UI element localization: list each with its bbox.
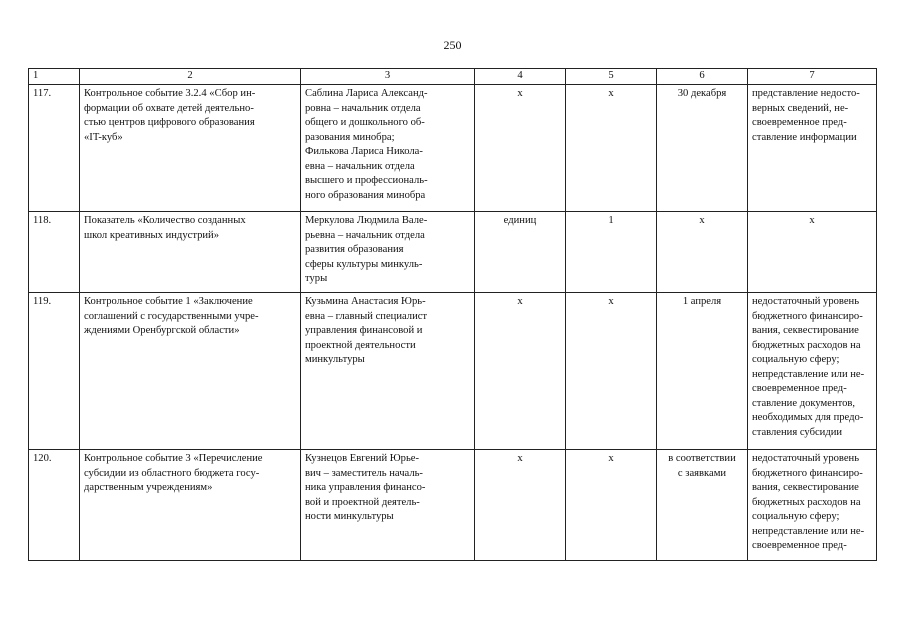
responsible-cell bbox=[301, 212, 475, 293]
event-name: Контрольное событие 3 «Перечисление субсидии из областного бюджета госу- дарственным учреждениям» bbox=[84, 453, 263, 493]
responsible-persons: Меркулова Людмила Вале- рьевна – начальник отдела развития образования сферы культуры минкуль- туры bbox=[305, 215, 428, 284]
event-name: Контрольное событие 3.2.4 «Сбор ин- формации об охвате детей деятельно- стью центров цифрового образования «IT-куб» bbox=[84, 88, 256, 143]
row-number-cell bbox=[29, 450, 80, 561]
table-row bbox=[29, 293, 877, 450]
column-number-3: 3 bbox=[301, 69, 475, 85]
column-number-1: 1 bbox=[29, 69, 80, 85]
plan-table bbox=[28, 68, 877, 561]
responsible-cell bbox=[301, 85, 475, 212]
column-5-value: х bbox=[608, 453, 614, 464]
column-4-value: х bbox=[517, 88, 523, 99]
event-name-cell bbox=[80, 293, 301, 450]
column-number-4: 4 bbox=[475, 69, 566, 85]
page-number: 250 bbox=[443, 38, 462, 52]
column-number-5: 5 bbox=[566, 69, 657, 85]
deadline-value: 1 апреля bbox=[682, 296, 722, 307]
risks-text: представление недосто- верных сведений, не- своевременное пред- ставление информации bbox=[752, 88, 860, 143]
column-4-cell bbox=[475, 85, 566, 212]
row-number-cell bbox=[29, 212, 80, 293]
event-name: Показатель «Количество созданных школ креативных индустрий» bbox=[84, 215, 246, 241]
column-4-cell bbox=[475, 293, 566, 450]
column-4-value: единиц bbox=[503, 215, 537, 226]
table-row bbox=[29, 212, 877, 293]
row-number-cell bbox=[29, 85, 80, 212]
deadline-value: х bbox=[699, 215, 705, 226]
deadline-cell bbox=[657, 85, 748, 212]
event-name-cell bbox=[80, 212, 301, 293]
column-5-cell bbox=[566, 293, 657, 450]
responsible-cell bbox=[301, 293, 475, 450]
deadline-value: 30 декабря bbox=[677, 88, 727, 99]
risks-cell bbox=[748, 85, 877, 212]
risks-text: недостаточный уровень бюджетного финансиро- вания, секвестирование бюджетных расходов на социальную сферу; непредставление или не- своевременное пред- bbox=[752, 453, 865, 551]
column-5-value: х bbox=[608, 88, 614, 99]
column-5-value: х bbox=[608, 296, 614, 307]
risks-cell bbox=[748, 212, 877, 293]
column-5-cell bbox=[566, 450, 657, 561]
column-4-cell bbox=[475, 212, 566, 293]
risks-text: недостаточный уровень бюджетного финансиро- вания, секвестирование бюджетных расходов на социальную сферу; непредставление или не- своевременное пред- ставление документов, необходимых для предо- ставления субсидии bbox=[752, 296, 865, 438]
deadline-value: в соответствии с заявками bbox=[668, 453, 736, 479]
column-5-value: 1 bbox=[608, 215, 614, 226]
responsible-persons: Кузьмина Анастасия Юрь- евна – главный специалист управления финансовой и проектной деятельности минкультуры bbox=[305, 296, 428, 365]
event-name: Контрольное событие 1 «Заключение соглашений с государственными учре- ждениями Оренбургской области» bbox=[84, 296, 259, 336]
responsible-cell bbox=[301, 450, 475, 561]
column-4-value: х bbox=[517, 453, 523, 464]
deadline-cell bbox=[657, 293, 748, 450]
responsible-persons: Саблина Лариса Александ- ровна – начальник отдела общего и дошкольного об- разования минобра; Филькова Лариса Никола- евна – начальник отдела высшего и профессиональ- ного образования минобра bbox=[305, 88, 428, 201]
column-number-6: 6 bbox=[657, 69, 748, 85]
column-5-cell bbox=[566, 212, 657, 293]
responsible-persons: Кузнецов Евгений Юрье- вич – заместитель началь- ника управления финансо- вой и проектной деятель- ности минкультуры bbox=[305, 453, 426, 522]
column-5-cell bbox=[566, 85, 657, 212]
table-row bbox=[29, 85, 877, 212]
row-number: 120. bbox=[33, 453, 52, 464]
column-number-row bbox=[29, 69, 877, 85]
row-number-cell bbox=[29, 293, 80, 450]
row-number: 119. bbox=[33, 296, 52, 307]
column-number-7: 7 bbox=[748, 69, 877, 85]
event-name-cell bbox=[80, 450, 301, 561]
deadline-cell bbox=[657, 212, 748, 293]
table-row bbox=[29, 450, 877, 561]
event-name-cell bbox=[80, 85, 301, 212]
risks-cell bbox=[748, 293, 877, 450]
column-4-cell bbox=[475, 450, 566, 561]
risks-text: х bbox=[809, 215, 815, 226]
column-4-value: х bbox=[517, 296, 523, 307]
row-number: 117. bbox=[33, 88, 52, 99]
risks-cell bbox=[748, 450, 877, 561]
row-number: 118. bbox=[33, 215, 52, 226]
deadline-cell bbox=[657, 450, 748, 561]
column-number-2: 2 bbox=[80, 69, 301, 85]
